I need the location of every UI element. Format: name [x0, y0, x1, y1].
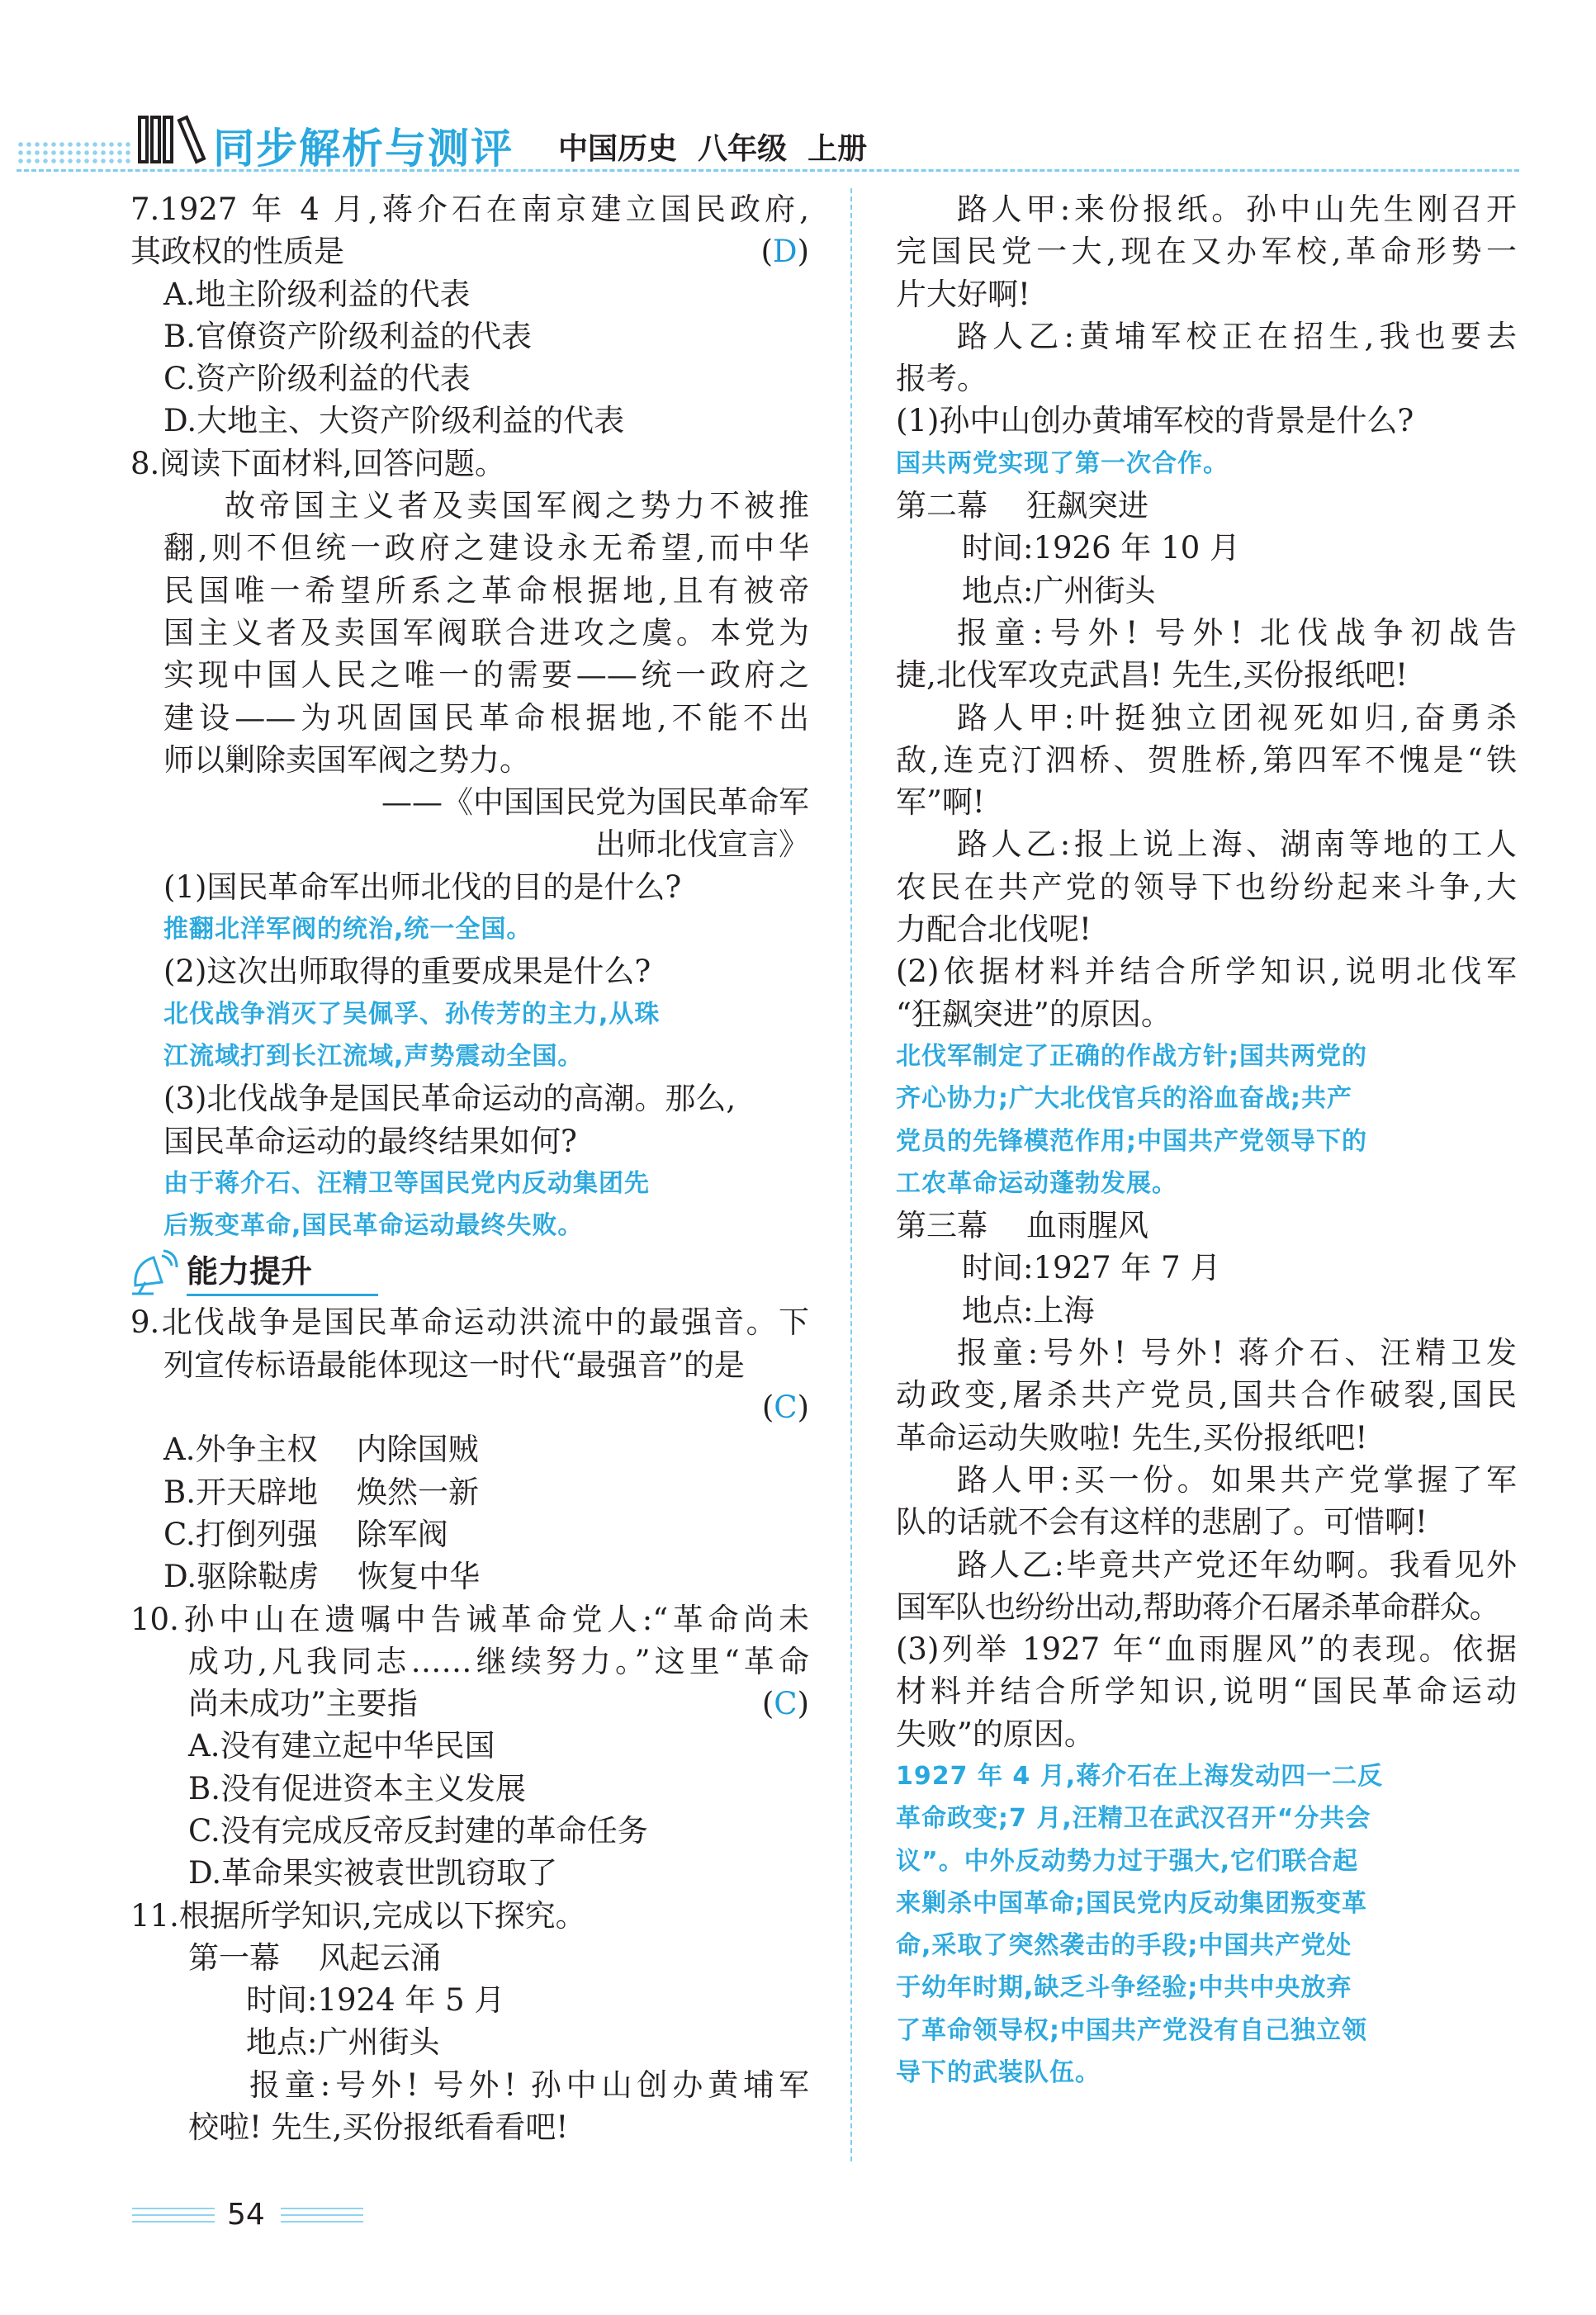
- q7-answer-bracket: (D): [760, 234, 809, 270]
- q11-act1-right-2: 完国民党一大,现在又办军校,革命形势一: [896, 234, 1517, 270]
- q9-line-1: 9.北伐战争是国民革命运动洪流中的最强音。下: [130, 1304, 809, 1341]
- q11-act1-right-1: 路人甲:来份报纸。孙中山先生刚召开: [957, 192, 1517, 227]
- q8-material-2: 翻,则不但统一政府之建设永无希望,而中华: [163, 530, 809, 566]
- q10-line-1: 10.孙中山在遗嘱中告诫革命党人:“革命尚未: [130, 1601, 809, 1637]
- q11-sub-3-line-3: 失败”的原因。: [896, 1716, 1095, 1752]
- q8-source-2: 出师北伐宣言》: [595, 826, 809, 863]
- q11-act3-text-7: 国军队也纷纷出动,帮助蒋介石屠杀革命群众。: [896, 1588, 1499, 1625]
- q8-answer-3-line-2: 后叛变革命,国民革命运动最终失败。: [163, 1211, 584, 1241]
- q8-answer-2-line-1: 北伐战争消灭了吴佩孚、孙传芳的主力,从珠: [163, 999, 661, 1029]
- q11-act2-title: 第二幕 狂飙突进: [896, 488, 1149, 524]
- q11-act2-text-5: 军”啊!: [896, 784, 985, 821]
- left-column: [130, 188, 809, 2148]
- section-heading: [129, 1248, 809, 1298]
- question-9: [130, 1301, 809, 1598]
- header-divider: [17, 169, 1519, 172]
- q8-source-1: ——《中国国民党为国民革命军: [381, 784, 809, 821]
- q7-line-2-text: 其政权的性质是: [130, 234, 344, 270]
- q11-act1-time: 时间:1924 年 5 月: [246, 1982, 505, 2019]
- column-divider: [850, 188, 852, 2161]
- q11-act2-text-8: 力配合北伐呢!: [896, 911, 1092, 948]
- q11-act1-text-2: 校啦! 先生,买份报纸看看吧!: [188, 2109, 569, 2146]
- q10-option-c: C.没有完成反帝反封建的革命任务: [188, 1812, 648, 1849]
- q8-material-7: 师以剿除卖国军阀之势力。: [163, 741, 530, 778]
- q11-answer-3-line-2: 革命政变;7 月,汪精卫在武汉召开“分共会: [896, 1804, 1371, 1834]
- satellite-dish-icon: [129, 1249, 180, 1297]
- q11-sub-3-line-1: (3)列举 1927 年“血雨腥风”的表现。依据: [896, 1631, 1517, 1668]
- q7-option-b: B.官僚资产阶级利益的代表: [163, 318, 532, 354]
- q9-option-d: D.驱除鞑虏 恢复中华: [163, 1559, 481, 1595]
- q11-act2-time: 时间:1926 年 10 月: [962, 530, 1240, 566]
- q10-answer-bracket: (C): [761, 1686, 809, 1722]
- q11-answer-3-line-5: 命,采取了突然袭击的手段;中国共产党处: [896, 1931, 1352, 1961]
- q11-act3-text-2: 动政变,屠杀共产党员,国共合作破裂,国民: [896, 1377, 1517, 1413]
- q11-act2-text-7: 农民在共产党的领导下也纷纷起来斗争,大: [896, 869, 1517, 905]
- q7-option-d: D.大地主、大资产阶级利益的代表: [163, 403, 625, 439]
- q11-answer-3-line-4: 来剿杀中国革命;国民党内反动集团叛变革: [896, 1888, 1367, 1918]
- q8-answer-2-line-2: 江流域打到长江流域,声势震动全国。: [163, 1041, 584, 1071]
- q11-act3-text-4: 路人甲:买一份。如果共产党掌握了军: [957, 1461, 1517, 1498]
- q9-answer-bracket: (C): [761, 1389, 809, 1426]
- question-7: [130, 188, 809, 443]
- q9-line-2: 列宣传标语最能体现这一时代“最强音”的是: [163, 1347, 745, 1383]
- footer-left-bars: [132, 2208, 215, 2232]
- q11-answer-3-line-1: 1927 年 4 月,蒋介石在上海发动四一二反: [896, 1761, 1384, 1791]
- q11-act2-text-3: 路人甲:叶挺独立团视死如归,奋勇杀: [957, 699, 1517, 736]
- q10-line-3: [130, 1683, 809, 1725]
- q11-act1-title: 第一幕 风起云涌: [188, 1939, 442, 1976]
- q11-act3-place: 地点:上海: [962, 1292, 1095, 1328]
- q11-act2-place: 地点:广州街头: [962, 572, 1156, 608]
- right-column: [896, 188, 1517, 2094]
- footer-right-bars: [281, 2208, 363, 2232]
- q11-act2-text-4: 敌,连克汀泗桥、贺胜桥,第四军不愧是“铁: [896, 741, 1517, 778]
- question-11: [130, 1895, 809, 2149]
- q8-answer-1: 推翻北洋军阀的统治,统一全国。: [163, 915, 533, 944]
- q8-material-5: 实现中国人民之唯一的需要——统一政府之: [163, 657, 809, 694]
- q11-act1-place: 地点:广州街头: [246, 2024, 440, 2061]
- q11-act3-text-5: 队的话就不会有这样的悲剧了。可惜啊!: [896, 1504, 1428, 1541]
- q11-sub-1: (1)孙中山创办黄埔军校的背景是什么?: [896, 403, 1414, 439]
- q8-material-1: 故帝国主义者及卖国军阀之势力不被推: [225, 488, 809, 524]
- q11-act1-right-5: 报考。: [896, 361, 987, 397]
- q11-act3-text-1: 报童:号外! 号外! 蒋介石、汪精卫发: [957, 1335, 1517, 1371]
- q11-act1-right-4: 路人乙:黄埔军校正在招生,我也要去: [957, 318, 1517, 354]
- q10-line-2: 成功,凡我同志……继续努力。”这里“革命: [188, 1643, 809, 1679]
- q11-answer-1: 国共两党实现了第一次合作。: [896, 448, 1229, 478]
- q10-option-d: D.革命果实被袁世凯窃取了: [188, 1855, 558, 1891]
- q11-answer-3-line-6: 于幼年时期,缺乏斗争经验;中共中央放弃: [896, 1973, 1352, 2003]
- q8-sub-3-line-2: 国民革命运动的最终结果如何?: [163, 1123, 577, 1159]
- q11-act2-text-1: 报童:号外! 号外! 北伐战争初战告: [957, 614, 1517, 651]
- q11-act3-time: 时间:1927 年 7 月: [962, 1250, 1221, 1286]
- q8-answer-3-line-1: 由于蒋介石、汪精卫等国民党内反动集团先: [163, 1168, 650, 1198]
- q11-stem: 11.根据所学知识,完成以下探究。: [130, 1897, 586, 1934]
- q11-act1-text-1: 报童:号外! 号外! 孙中山创办黄埔军: [249, 2066, 809, 2103]
- page-header: [0, 0, 1596, 182]
- q11-answer-3-line-3: 议”。中外反动势力过于强大,它们联合起: [896, 1846, 1359, 1876]
- q8-material-4: 国主义者及卖国军阀联合进攻之虞。本党为: [163, 614, 809, 651]
- header-brand: 同步解析与测评: [213, 125, 514, 173]
- q11-act2-text-6: 路人乙:报上说上海、湖南等地的工人: [957, 826, 1517, 863]
- page-footer: [132, 2196, 380, 2246]
- q9-option-a: A.外争主权 内除国贼: [163, 1432, 479, 1468]
- q11-act3-text-6: 路人乙:毕竟共产党还年幼啊。我看见外: [957, 1546, 1517, 1583]
- books-logo-icon: [136, 114, 207, 165]
- q11-act3-text-3: 革命运动失败啦! 先生,买份报纸吧!: [896, 1419, 1368, 1456]
- q9-option-b: B.开天辟地 焕然一新: [163, 1474, 479, 1510]
- q7-line-2: [130, 230, 809, 272]
- q11-answer-2-line-1: 北伐军制定了正确的作战方针;国共两党的: [896, 1041, 1367, 1071]
- q7-option-a: A.地主阶级利益的代表: [163, 276, 471, 312]
- q11-answer-3-line-8: 导下的武装队伍。: [896, 2058, 1101, 2088]
- q8-sub-2: (2)这次出师取得的重要成果是什么?: [163, 954, 651, 990]
- q11-answer-2-line-3: 党员的先锋模范作用;中国共产党领导下的: [896, 1126, 1367, 1156]
- q9-answer: C: [774, 1389, 798, 1426]
- q10-answer: C: [774, 1686, 798, 1722]
- q10-option-b: B.没有促进资本主义发展: [188, 1770, 526, 1806]
- question-10: [130, 1598, 809, 1895]
- q8-sub-1: (1)国民革命军出师北伐的目的是什么?: [163, 869, 682, 905]
- q7-option-c: C.资产阶级利益的代表: [163, 361, 471, 397]
- section-title: 能力提升: [187, 1251, 378, 1295]
- q11-act2-text-2: 捷,北伐军攻克武昌! 先生,买份报纸吧!: [896, 657, 1409, 694]
- question-8: [130, 443, 809, 1247]
- q7-answer: D: [772, 234, 798, 270]
- q8-material-3: 民国唯一希望所系之革命根据地,且有被帝: [163, 572, 809, 608]
- q11-act1-right-3: 片大好啊!: [896, 276, 1030, 312]
- q8-stem: 8.阅读下面材料,回答问题。: [130, 445, 506, 481]
- q11-answer-2-line-2: 齐心协力;广大北伐官兵的浴血奋战;共产: [896, 1084, 1352, 1114]
- q9-option-c: C.打倒列强 除军阀: [163, 1516, 448, 1552]
- q11-answer-3-line-7: 了革命领导权;中国共产党没有自己独立领: [896, 2015, 1367, 2045]
- q8-sub-3-line-1: (3)北伐战争是国民革命运动的高潮。那么,: [163, 1081, 736, 1117]
- q7-line-1: 7.1927 年 4 月,蒋介石在南京建立国民政府,: [130, 192, 809, 227]
- q10-line-3-text: 尚未成功”主要指: [188, 1686, 418, 1722]
- q11-sub-2-line-1: (2)依据材料并结合所学知识,说明北伐军: [896, 954, 1517, 990]
- q11-sub-3-line-2: 材料并结合所学知识,说明“国民革命运动: [896, 1674, 1517, 1710]
- q10-option-a: A.没有建立起中华民国: [188, 1728, 495, 1764]
- q11-sub-2-line-2: “狂飙突进”的原因。: [896, 996, 1172, 1032]
- header-subject: 中国历史 八年级 上册: [558, 132, 868, 166]
- q11-answer-2-line-4: 工农革命运动蓬勃发展。: [896, 1168, 1177, 1198]
- header-dot-pattern: [17, 140, 132, 163]
- q11-act3-title: 第三幕 血雨腥风: [896, 1208, 1149, 1244]
- q8-material-6: 建设——为巩固国民革命根据地,不能不出: [163, 699, 809, 736]
- page-number: 54: [227, 2198, 265, 2232]
